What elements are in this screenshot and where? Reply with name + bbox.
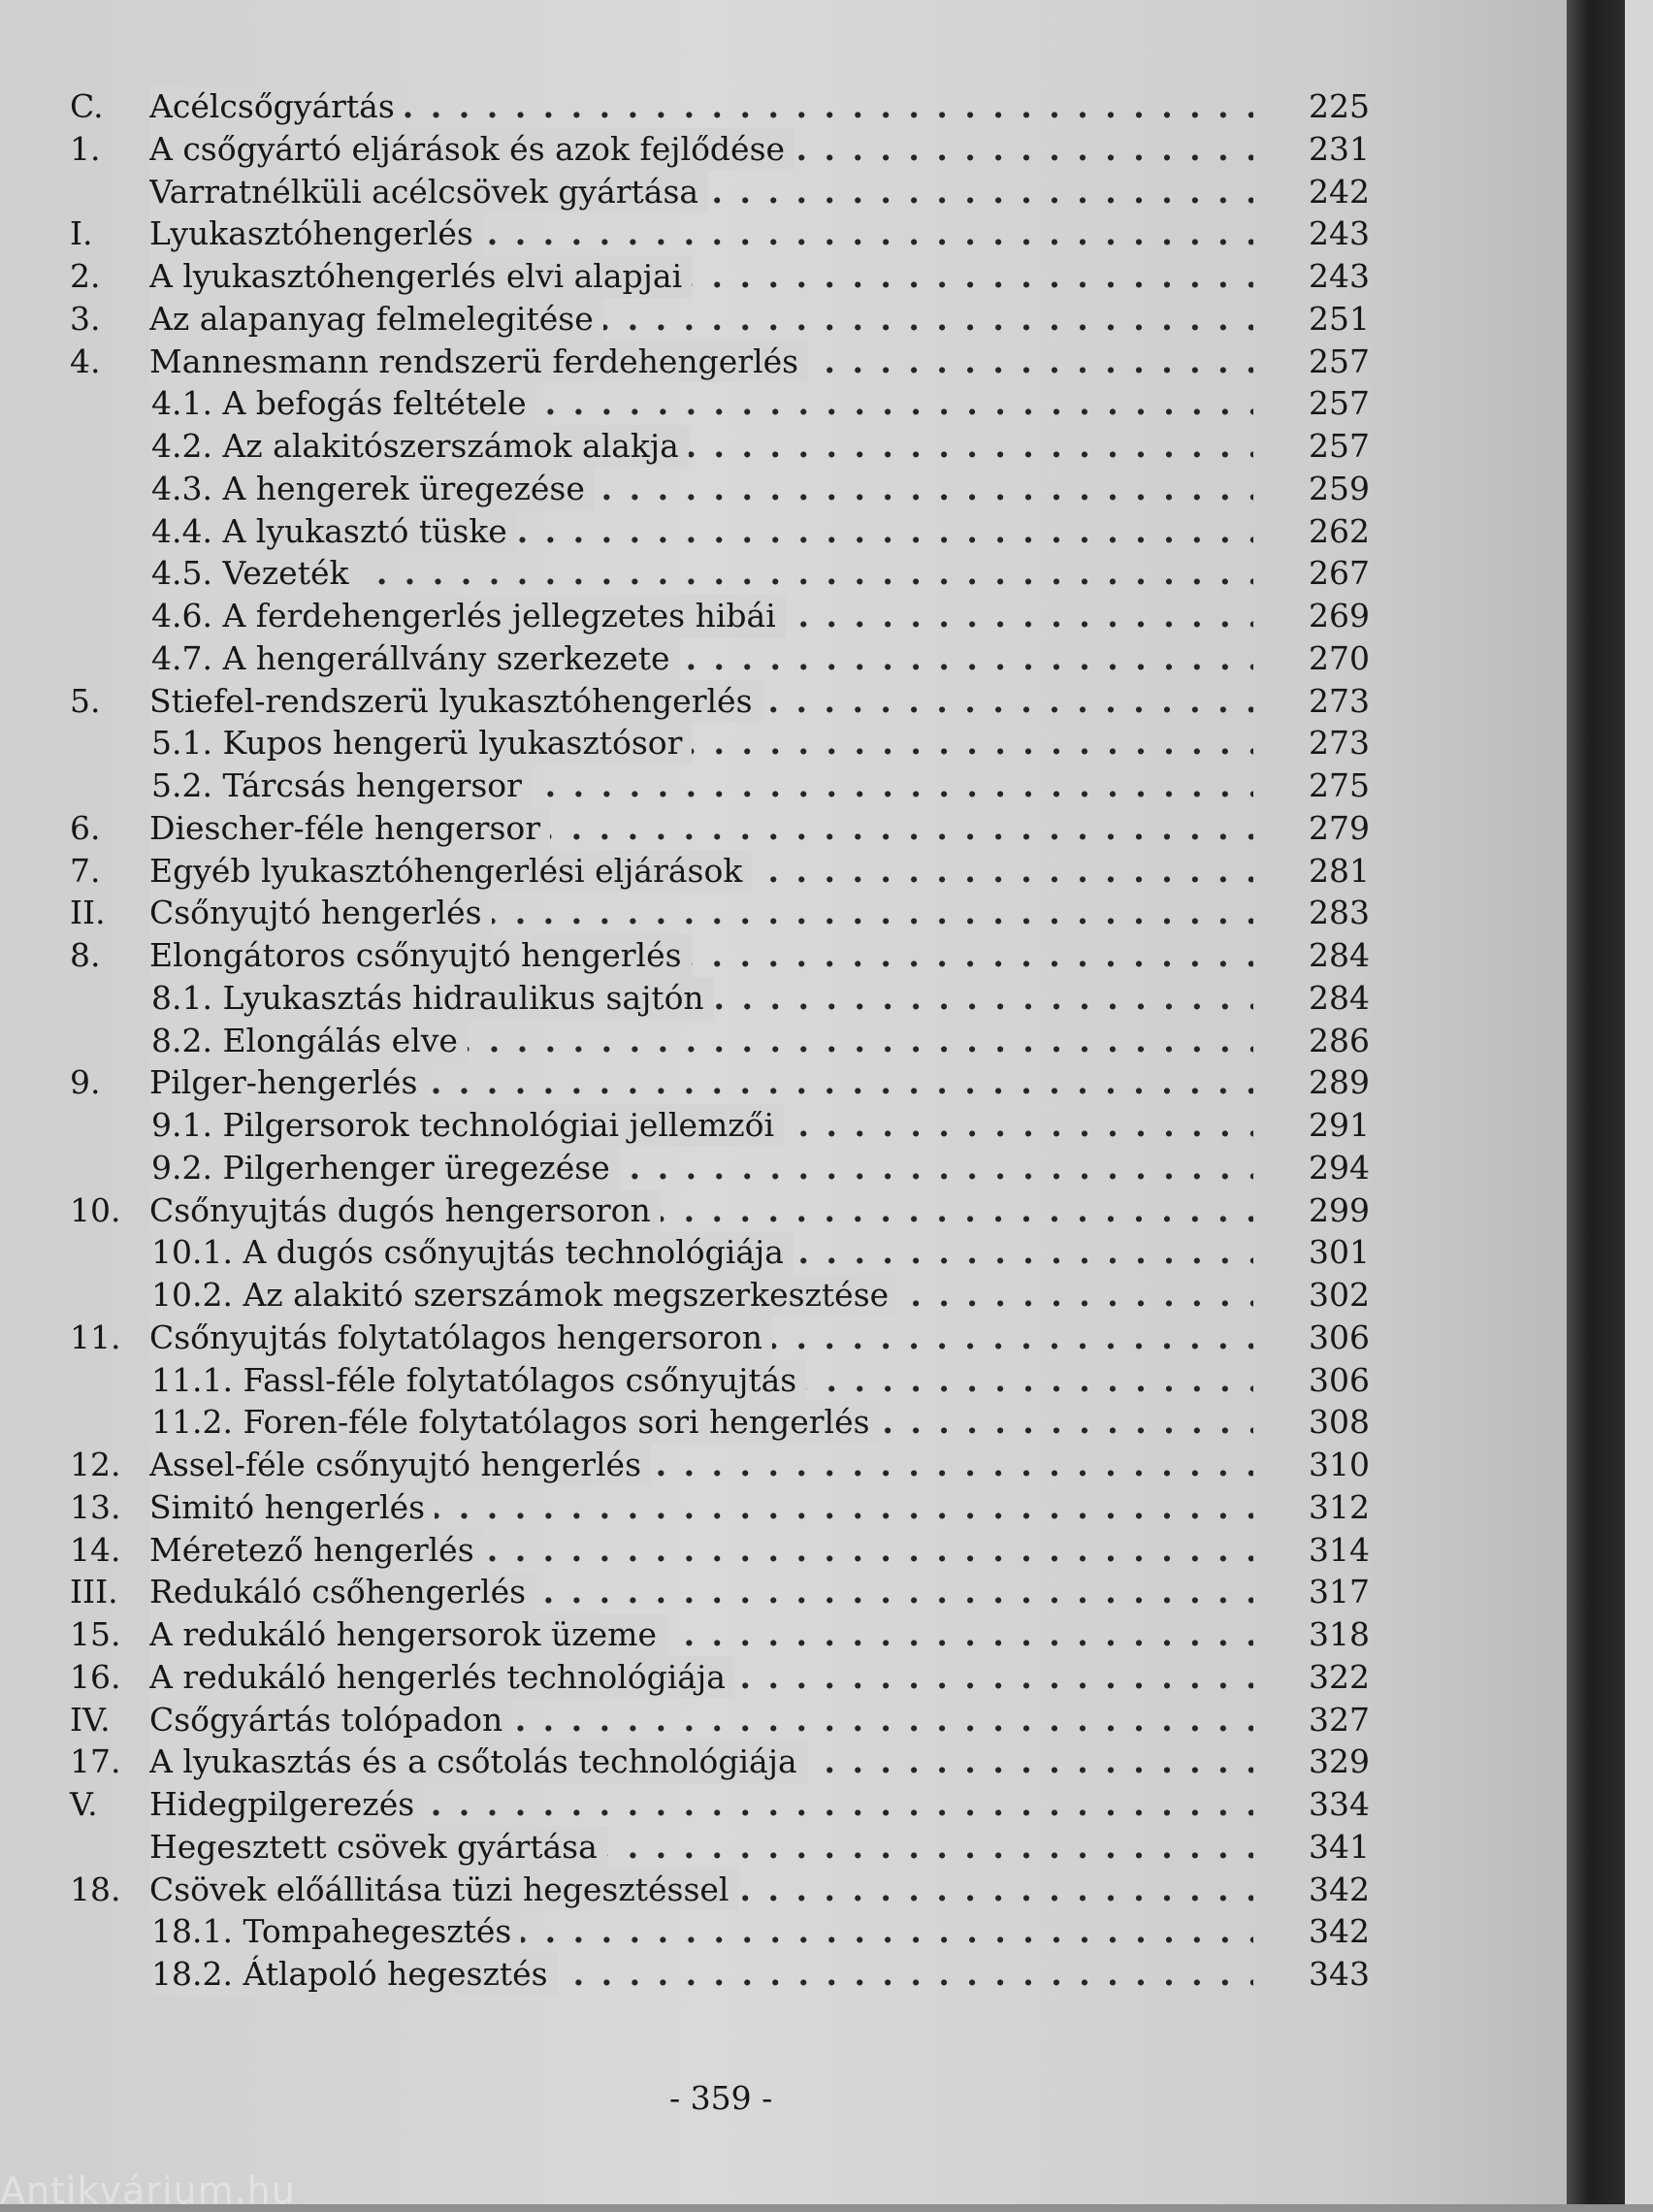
toc-entry-title: Redukáló csőhengerlés (149, 1573, 527, 1611)
toc-entry-title: Az alapanyag felmelegitése (149, 299, 594, 338)
toc-entry-title: 18.1. Tompahegesztés (151, 1912, 512, 1951)
toc-entry-number: I. (70, 214, 93, 253)
toc-entry (70, 341, 1370, 383)
toc-entry-page: 291 (1309, 1106, 1370, 1144)
toc-entry-title: Varratnélküli acélcsövek gyártása (149, 172, 699, 211)
toc-entry-title: Egyéb lyukasztóhengerlési eljárások (149, 851, 743, 890)
toc-entry-page: 251 (1309, 299, 1370, 338)
toc-entry-number: 18. (70, 1870, 121, 1908)
toc-entry (70, 468, 1370, 510)
toc-entry-page: 294 (1309, 1148, 1370, 1187)
toc-entry-title-leader (151, 1274, 1253, 1317)
toc-entry (70, 552, 1370, 595)
toc-entry-title-leader (151, 425, 1253, 468)
toc-entry-title: A lyukasztóhengerlés elvi alapjai (149, 257, 683, 295)
toc-entry-number: 13. (70, 1487, 121, 1526)
toc-entry-title-leader (151, 1953, 1253, 1996)
toc-entry (70, 171, 1370, 213)
toc-entry-page: 257 (1309, 384, 1370, 423)
toc-entry-page: 322 (1309, 1657, 1370, 1696)
toc-entry-title: Elongátoros csőnyujtó hengerlés (149, 936, 682, 974)
toc-entry-title: 4.6. A ferdehengerlés jellegzetes hibái (151, 597, 776, 634)
toc-entry-title-leader (149, 298, 1253, 341)
toc-entry-title-leader (149, 128, 1253, 171)
toc-entry-title: 9.2. Pilgerhenger üregezése (151, 1148, 610, 1187)
toc-entry (70, 1147, 1370, 1189)
toc-entry-page: 342 (1309, 1870, 1370, 1908)
toc-entry-title-leader (151, 1401, 1253, 1444)
toc-entry-title-leader (151, 552, 1253, 595)
toc-entry (70, 1189, 1370, 1232)
toc-entry (70, 807, 1370, 850)
toc-entry-title: 4.5. Vezeték (151, 554, 349, 593)
toc-entry-page: 341 (1309, 1827, 1370, 1866)
book-spine (1567, 0, 1625, 2204)
toc-entry-page: 306 (1309, 1360, 1370, 1399)
toc-entry-title-leader (149, 1699, 1253, 1741)
toc-entry-page: 308 (1309, 1403, 1370, 1442)
toc-entry-title-leader (151, 1359, 1253, 1402)
toc-entry (70, 1020, 1370, 1062)
toc-entry-page: 299 (1309, 1190, 1370, 1229)
toc-entry-title-leader (149, 1826, 1253, 1869)
toc-entry-title: Hegesztett csövek gyártása (149, 1827, 598, 1866)
toc-entry-title-leader (151, 1020, 1253, 1062)
toc-entry-title: Méretező hengerlés (149, 1530, 474, 1569)
toc-entry (70, 1953, 1370, 1996)
toc-entry-page: 267 (1309, 554, 1370, 593)
toc-entry-page: 342 (1309, 1912, 1370, 1951)
toc-entry-page: 334 (1309, 1785, 1370, 1823)
toc-entry-title-leader (149, 1529, 1253, 1572)
toc-entry-title: Mannesmann rendszerü ferdehengerlés (149, 342, 799, 380)
toc-entry-title: A lyukasztás és a csőtolás technológiája (149, 1742, 797, 1781)
toc-entry-number: 2. (70, 257, 101, 295)
toc-entry-title: 11.2. Foren-féle folytatólagos sori hengerlés (151, 1403, 870, 1442)
toc-entry (70, 637, 1370, 680)
watermark-text: Antikvárium.hu (0, 2169, 296, 2212)
toc-entry-title: 4.7. A hengerállvány szerkezete (151, 638, 670, 677)
toc-entry-page: 327 (1309, 1700, 1370, 1739)
toc-entry-title-leader (149, 680, 1253, 723)
toc-entry-title: 8.2. Elongálás elve (151, 1021, 458, 1059)
toc-entry-title: Csőnyujtás dugós hengersoron (149, 1190, 651, 1229)
toc-entry-number: 12. (70, 1446, 121, 1483)
toc-entry (70, 1869, 1370, 1911)
toc-entry-page: 343 (1309, 1955, 1370, 1993)
toc-entry-number: 3. (70, 299, 101, 338)
toc-entry-title-leader (151, 1104, 1253, 1147)
toc-entry (70, 1359, 1370, 1402)
toc-entry (70, 850, 1370, 893)
toc-entry-title: A redukáló hengerlés technológiája (149, 1657, 726, 1696)
toc-entry-number: 17. (70, 1742, 121, 1781)
toc-entry-page: 273 (1309, 724, 1370, 763)
toc-entry-page: 243 (1309, 257, 1370, 295)
toc-entry-title: Assel-féle csőnyujtó hengerlés (149, 1446, 642, 1483)
toc-entry-title-leader (149, 1656, 1253, 1699)
toc-entry-title-leader (151, 382, 1253, 425)
toc-entry (70, 85, 1370, 128)
toc-entry (70, 1274, 1370, 1317)
toc-entry-title-leader (149, 1869, 1253, 1911)
toc-entry (70, 1061, 1370, 1104)
toc-entry-title: 10.1. A dugós csőnyujtás technológiája (151, 1233, 784, 1272)
toc-entry-number: 16. (70, 1657, 121, 1696)
toc-entry (70, 212, 1370, 255)
toc-entry-title-leader (149, 934, 1253, 977)
toc-entry (70, 977, 1370, 1020)
toc-entry-title: Acélcsőgyártás (149, 87, 395, 125)
toc-entry-title-leader (149, 1486, 1253, 1529)
toc-entry-page: 318 (1309, 1615, 1370, 1653)
toc-entry (70, 128, 1370, 171)
toc-entry-title: A csőgyártó eljárások és azok fejlődése (149, 129, 786, 168)
toc-entry-title-leader (149, 1317, 1253, 1359)
toc-entry-title-leader (151, 977, 1253, 1020)
toc-entry-title: 9.1. Pilgersorok technológiai jellemzői (151, 1106, 775, 1144)
toc-entry-number: III. (70, 1573, 118, 1611)
toc-entry-page: 259 (1309, 469, 1370, 507)
toc-entry-page: 270 (1309, 638, 1370, 677)
toc-entry-page: 310 (1309, 1446, 1370, 1483)
toc-entry-number: C. (70, 87, 104, 125)
toc-entry-number: 5. (70, 681, 101, 720)
toc-entry-title-leader (149, 850, 1253, 893)
toc-entry (70, 1529, 1370, 1572)
toc-entry (70, 255, 1370, 298)
toc-entry-page: 262 (1309, 511, 1370, 550)
toc-entry-page: 279 (1309, 808, 1370, 847)
toc-entry-page: 242 (1309, 172, 1370, 211)
toc-entry-title-leader (151, 595, 1253, 637)
toc-entry (70, 298, 1370, 341)
toc-entry (70, 1401, 1370, 1444)
toc-entry-title-leader (149, 1783, 1253, 1826)
toc-entry-title-leader (151, 510, 1253, 553)
toc-entry-page: 243 (1309, 214, 1370, 253)
toc-entry-title: 5.2. Tárcsás hengersor (151, 766, 522, 804)
toc-entry-title-leader (149, 807, 1253, 850)
toc-entry-page: 286 (1309, 1021, 1370, 1059)
toc-entry-title-leader (149, 1189, 1253, 1232)
toc-entry (70, 1104, 1370, 1147)
toc-entry (70, 1231, 1370, 1274)
toc-entry-title: 8.1. Lyukasztás hidraulikus sajtón (151, 978, 704, 1017)
toc-entry-title-leader (149, 212, 1253, 255)
toc-entry (70, 1613, 1370, 1656)
toc-entry (70, 1656, 1370, 1699)
page-number: - 359 - (669, 2079, 773, 2117)
toc-entry (70, 764, 1370, 807)
toc-entry-title: 11.1. Fassl-féle folytatólagos csőnyujtás (151, 1360, 797, 1399)
toc-entry (70, 510, 1370, 553)
toc-entry-title: 4.1. A befogás feltétele (151, 384, 527, 423)
toc-entry-title-leader (149, 1571, 1253, 1613)
toc-entry-page: 306 (1309, 1317, 1370, 1356)
toc-entry (70, 1486, 1370, 1529)
table-of-contents (70, 85, 1370, 1996)
toc-entry-page: 269 (1309, 597, 1370, 634)
toc-entry-number: 1. (70, 129, 101, 168)
page-edge (1625, 0, 1653, 2204)
toc-entry-title-leader (151, 764, 1253, 807)
toc-entry-number: 10. (70, 1190, 121, 1229)
toc-entry-title: Csövek előállitása tüzi hegesztéssel (149, 1870, 729, 1908)
toc-entry-page: 329 (1309, 1742, 1370, 1781)
toc-entry-title: Diescher-féle hengersor (149, 808, 541, 847)
toc-entry (70, 722, 1370, 764)
toc-entry-number: 8. (70, 936, 101, 974)
toc-entry-page: 283 (1309, 894, 1370, 932)
toc-entry-page: 301 (1309, 1233, 1370, 1272)
toc-entry-page: 312 (1309, 1487, 1370, 1526)
toc-entry-title-leader (149, 1444, 1253, 1486)
toc-entry-page: 231 (1309, 129, 1370, 168)
toc-entry (70, 1910, 1370, 1953)
toc-entry (70, 892, 1370, 934)
toc-entry-page: 284 (1309, 936, 1370, 974)
toc-entry-page: 314 (1309, 1530, 1370, 1569)
toc-entry-title-leader (151, 637, 1253, 680)
toc-entry-number: II. (70, 894, 106, 932)
toc-entry-title-leader (149, 171, 1253, 213)
toc-entry-number: 9. (70, 1063, 101, 1102)
toc-entry-title: 4.4. A lyukasztó tüske (151, 511, 507, 550)
toc-entry-page: 317 (1309, 1573, 1370, 1611)
toc-entry-title-leader (151, 722, 1253, 764)
toc-entry-title: 5.1. Kupos hengerü lyukasztósor (151, 724, 683, 763)
toc-entry-title: Pilger-hengerlés (149, 1063, 418, 1102)
toc-entry-page: 281 (1309, 851, 1370, 890)
toc-entry-title: 18.2. Átlapoló hegesztés (151, 1955, 548, 1993)
toc-entry-page: 275 (1309, 766, 1370, 804)
toc-entry-title-leader (151, 468, 1253, 510)
toc-entry (70, 425, 1370, 468)
toc-entry (70, 1826, 1370, 1869)
toc-entry-title-leader (149, 1613, 1253, 1656)
toc-entry-number: 14. (70, 1530, 121, 1569)
toc-entry-number: 11. (70, 1317, 121, 1356)
toc-entry-title: 4.3. A hengerek üregezése (151, 469, 585, 507)
toc-entry-number: 15. (70, 1615, 121, 1653)
toc-entry-number: 6. (70, 808, 101, 847)
toc-entry-number: 4. (70, 342, 101, 380)
toc-entry-title-leader (151, 1231, 1253, 1274)
toc-entry-title-leader (149, 85, 1253, 128)
toc-entry (70, 1317, 1370, 1359)
toc-entry-title: Hidegpilgerezés (149, 1785, 415, 1823)
toc-entry-title: 4.2. Az alakitószerszámok alakja (151, 427, 679, 465)
toc-entry-title: Csőgyártás tolópadon (149, 1700, 503, 1739)
toc-entry-page: 225 (1309, 87, 1370, 125)
toc-entry-title-leader (149, 255, 1253, 298)
toc-entry-page: 302 (1309, 1276, 1370, 1314)
toc-entry-page: 273 (1309, 681, 1370, 720)
toc-entry-title-leader (151, 1910, 1253, 1953)
toc-entry-title: 10.2. Az alakitó szerszámok megszerkesztése (151, 1276, 890, 1314)
toc-entry-number: V. (70, 1785, 98, 1823)
toc-entry (70, 1699, 1370, 1741)
toc-entry-title-leader (151, 1147, 1253, 1189)
toc-entry-title: Lyukasztóhengerlés (149, 214, 473, 253)
toc-entry-page: 284 (1309, 978, 1370, 1017)
toc-entry-title-leader (149, 892, 1253, 934)
toc-entry-title: Stiefel-rendszerü lyukasztóhengerlés (149, 681, 753, 720)
toc-entry-title: A redukáló hengersorok üzeme (149, 1615, 657, 1653)
toc-entry-title-leader (149, 1740, 1253, 1783)
toc-entry (70, 680, 1370, 723)
toc-entry-number: IV. (70, 1700, 111, 1739)
toc-entry (70, 934, 1370, 977)
toc-entry-title: Simitó hengerlés (149, 1487, 426, 1526)
toc-entry (70, 382, 1370, 425)
toc-entry (70, 1571, 1370, 1613)
toc-entry-number: 7. (70, 851, 101, 890)
toc-entry-title-leader (149, 1061, 1253, 1104)
toc-entry (70, 595, 1370, 637)
toc-entry-page: 289 (1309, 1063, 1370, 1102)
toc-entry-page: 257 (1309, 427, 1370, 465)
toc-entry-page: 257 (1309, 342, 1370, 380)
toc-entry (70, 1740, 1370, 1783)
toc-entry-title-leader (149, 341, 1253, 383)
toc-entry-title: Csőnyujtás folytatólagos hengersoron (149, 1317, 762, 1356)
toc-entry-title: Csőnyujtó hengerlés (149, 894, 482, 932)
toc-entry (70, 1783, 1370, 1826)
toc-entry (70, 1444, 1370, 1486)
